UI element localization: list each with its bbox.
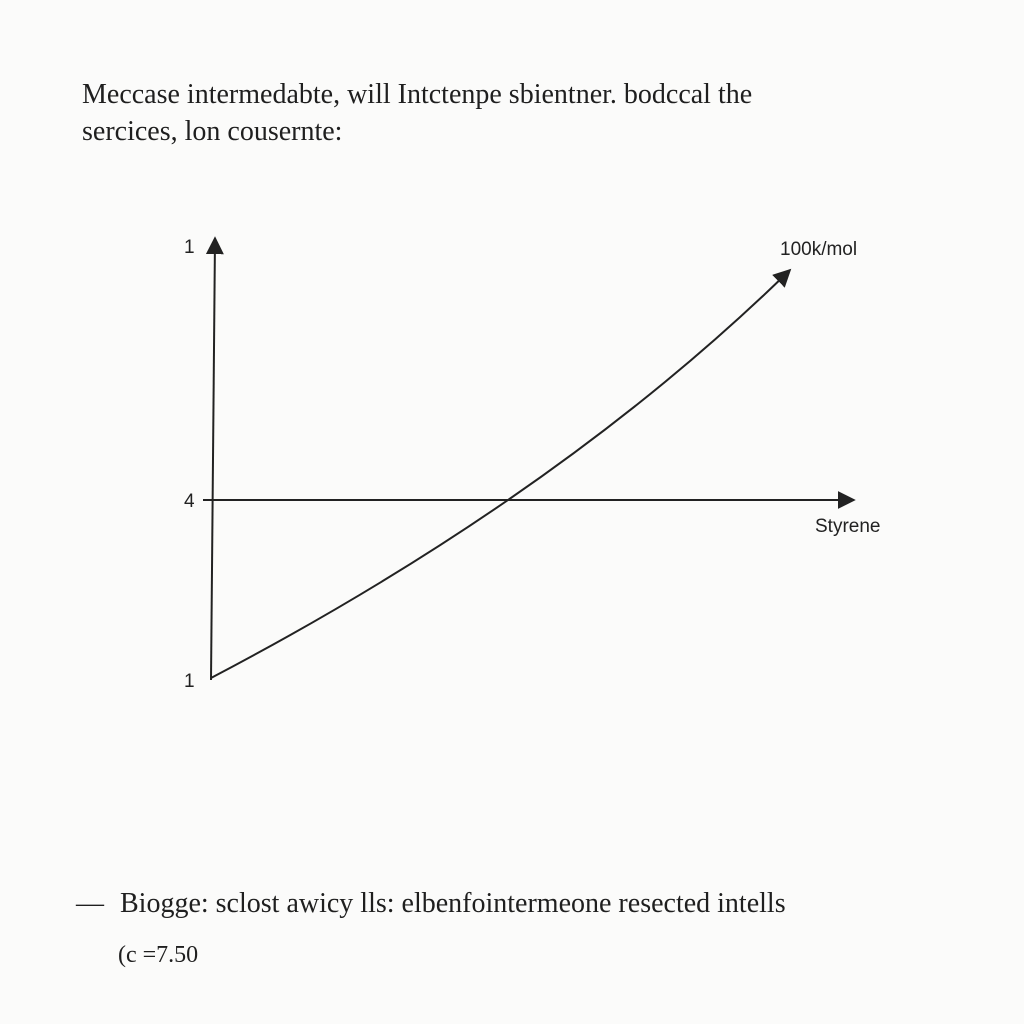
caption (76, 888, 976, 969)
y-tick-bottom: 1 (184, 671, 195, 692)
y-tick-mid: 4 (184, 491, 195, 512)
x-axis-label: Styrene (815, 516, 881, 537)
caption-text: Biogge: sclost awicy lls: elbenfointermeone resected intells (120, 888, 786, 919)
intro-line-1: Meccase intermedabte, will Intctenpe sbientner. bodccal the (82, 79, 753, 110)
curve-label: 100k/mol (780, 239, 858, 260)
y-tick-top: 1 (184, 237, 195, 258)
caption-sub: (c =7.50 (118, 942, 199, 968)
caption-dash: — (76, 888, 104, 919)
caption-line (76, 888, 976, 920)
intro-line-2: sercices, lon cousernte: (82, 116, 343, 147)
energy-curve (211, 270, 790, 678)
y-axis (211, 238, 215, 680)
